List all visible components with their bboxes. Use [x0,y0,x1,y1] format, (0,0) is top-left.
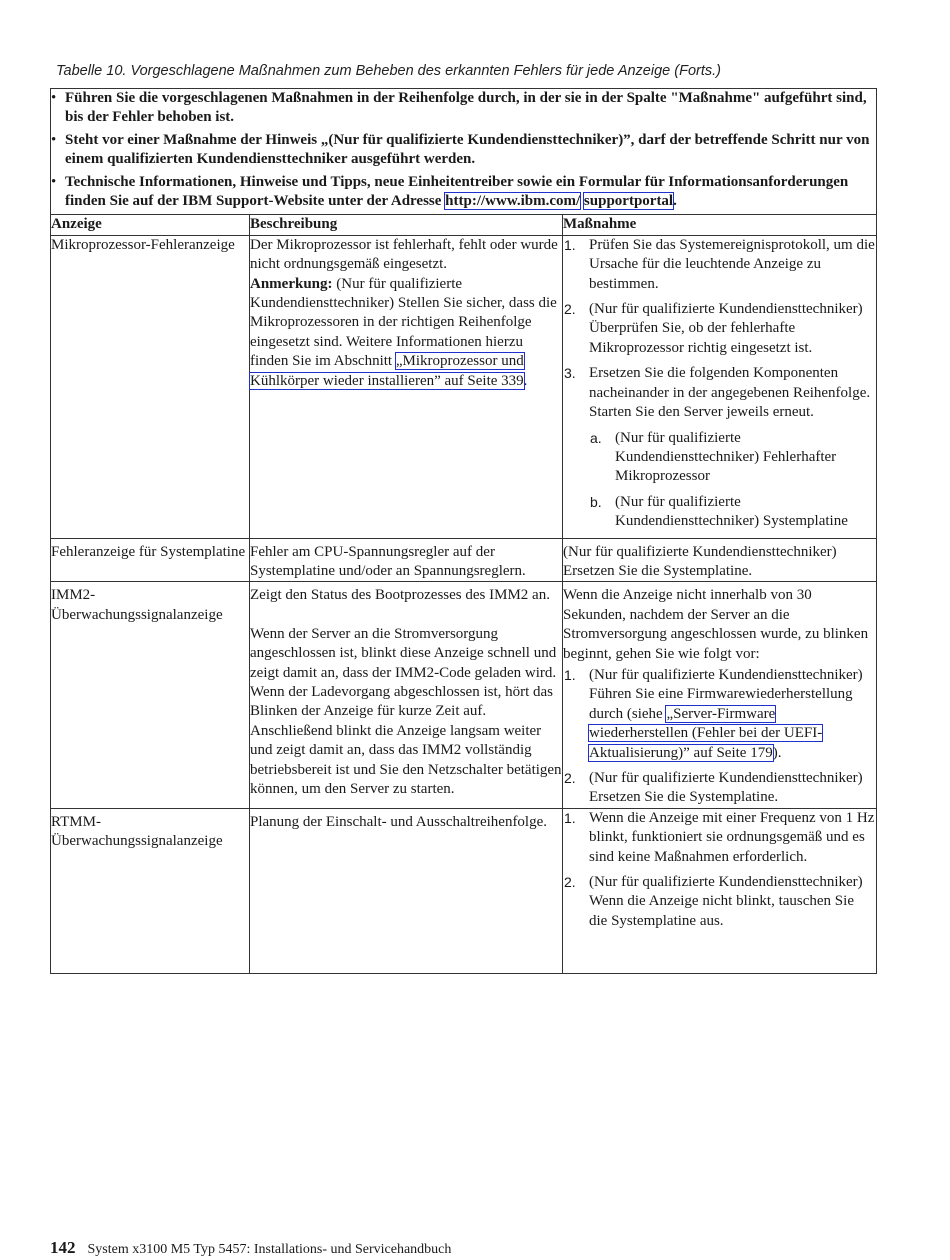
ibm-support-link[interactable]: http://www.ibm.com/ [445,193,581,210]
table-row [51,235,877,538]
note-1: • Führen Sie die vorgeschlagenen Maßnahmen in der Reihenfolge durch, in der sie in der Spalte "Maßnahme" aufgeführt sind, bis der Fehler behoben ist. [51,90,867,126]
row1-anzeige: Mikroprozessor-Fehleranzeige [51,235,250,538]
row4-massnahme [563,808,877,973]
row1-beschreibung: Der Mikroprozessor ist fehlerhaft, fehlt oder wurde nicht ordnungsgemäß eingesetzt. Anmerkung: (Nur für qualifizierte Kundendiensttechniker) Stellen Sie sicher, dass die Mikroprozessoren in der richtigen Reihenfolge eingesetzt sind. Weitere Informationen hierzu finden Sie im Abschnitt „Mikroprozessor und Kühlkörper wieder installieren” auf Seite 339. [250,235,563,538]
header-row [51,215,877,235]
row3-anzeige: IMM2-Überwachungssignalanzeige [51,582,250,808]
page-footer [50,1238,451,1258]
table-row [51,538,877,582]
row4-anzeige: RTMM-Überwachungssignalanzeige [51,808,250,973]
table-row [51,582,877,808]
list-item: 2. (Nur für qualifizierte Kundendiensttechniker) Überprüfen Sie, ob der fehlerhafte Mikroprozessor richtig eingesetzt ist. [564,301,863,356]
firmware-recovery-link[interactable]: „Server-Firmware wiederherstellen (Fehler bei der UEFI-Aktualisierung)” auf Seite 179 [589,705,823,761]
list-item: a. (Nur für qualifizierte Kundendiensttechniker) Fehlerhafter Mikroprozessor [590,429,837,485]
list-item: b. (Nur für qualifizierte Kundendiensttechniker) Systemplatine [590,493,848,530]
microprocessor-install-link[interactable]: „Mikroprozessor und Kühlkörper wieder installieren” auf Seite 339 [250,353,524,389]
note-2: • Steht vor einer Maßnahme der Hinweis „(Nur für qualifizierte Kundendiensttechniker)”, darf der betreffende Schritt nur von einem qualifizierten Kundendiensttechniker ausgeführt werden. [51,131,870,168]
list-item: 1. Wenn die Anzeige mit einer Frequenz von 1 Hz blinkt, funktioniert sie ordnungsgemäß und es sind keine Maßnahmen erforderlich. [564,809,875,865]
row1-massnahme [563,235,877,538]
header-anzeige: Anzeige [51,215,250,235]
row3-massnahme: Wenn die Anzeige nicht innerhalb von 30 Sekunden, nachdem der Server an die Stromversorgung angeschlossen wurde, zu blinken beginnt, gehen Sie wie folgt vor: 1. (Nur für qualifizierte Kundendiensttechniker) Führen Sie eine Firmwarewiederherstellung durch (siehe „Server-Firmware wiederherstellen (Fehler bei der UEFI-Aktualisierung)” auf Seite 179). 2. (Nur für qualifizierte Kundendiensttechniker) Ersetzen Sie die Systemplatine. [563,582,877,808]
list-item: 1. (Nur für qualifizierte Kundendiensttechniker) Führen Sie eine Firmwarewiederherstellung durch (siehe „Server-Firmware wiederherstellen (Fehler bei der UEFI-Aktualisierung)” auf Seite 179). [564,666,863,761]
table-row [51,808,877,973]
list-item: 2. (Nur für qualifizierte Kundendiensttechniker) Wenn die Anzeige nicht blinkt, tauschen Sie die Systemplatine aus. [564,874,863,929]
list-item: 2. (Nur für qualifizierte Kundendiensttechniker) Ersetzen Sie die Systemplatine. [564,770,863,806]
list-item: 3. Ersetzen Sie die folgenden Komponenten nacheinander in der angegebenen Reihenfolge. Starten Sie den Server jeweils erneut. a. (Nur für qualifizierte Kundendiensttechniker) Fehlerhafter Mikroprozessor b. (Nur für qualifizierte Kundendiensttechniker) Systemplatine [563,364,876,531]
header-massnahme: Maßnahme [563,215,877,235]
row4-beschreibung: Planung der Einschalt- und Ausschaltreihenfolge. [250,808,563,973]
notes-row [51,89,877,215]
actions-table [50,88,877,974]
row3-beschreibung: Zeigt den Status des Bootprozesses des IMM2 an. Wenn der Server an die Stromversorgung angeschlossen ist, blinkt diese Anzeige schnell und zeigt damit an, dass der IMM2-Code geladen wird. Wenn der Ladevorgang abgeschlossen ist, hört das Blinken der Anzeige für kurze Zeit auf. Anschließend blinkt die Anzeige langsam weiter und zeigt damit an, dass das IMM2 vollständig betriebsbereit ist und Sie den Netzschalter betätigen können, um den Server zu starten. [250,582,563,808]
ibm-support-link-cont[interactable]: supportportal [583,193,674,210]
header-beschreibung: Beschreibung [250,215,563,235]
footer-title: System x3100 M5 Typ 5457: Installations- und Servicehandbuch [87,1242,452,1257]
row2-beschreibung: Fehler am CPU-Spannungsregler auf der Systemplatine und/oder an Spannungsreglern. [250,538,563,582]
note-3: • Technische Informationen, Hinweise und Tipps, neue Einheitentreiber sowie ein Formular für Informationsanforderungen finden Sie auf der IBM Support-Website unter der Adresse http://www.ibm.com/ supportportal. [51,173,849,210]
table-caption: Tabelle 10. Vorgeschlagene Maßnahmen zum Beheben des erkannten Fehlers für jede Anzeige (Forts.) [56,63,721,79]
row2-massnahme: (Nur für qualifizierte Kundendiensttechniker) Ersetzen Sie die Systemplatine. [563,538,877,582]
list-item: 1. Prüfen Sie das Systemereignisprotokoll, um die Ursache für die leuchtende Anzeige zu bestimmen. [564,236,875,292]
row2-anzeige: Fehleranzeige für Systemplatine [51,538,250,582]
page-number: 142 [50,1238,76,1257]
